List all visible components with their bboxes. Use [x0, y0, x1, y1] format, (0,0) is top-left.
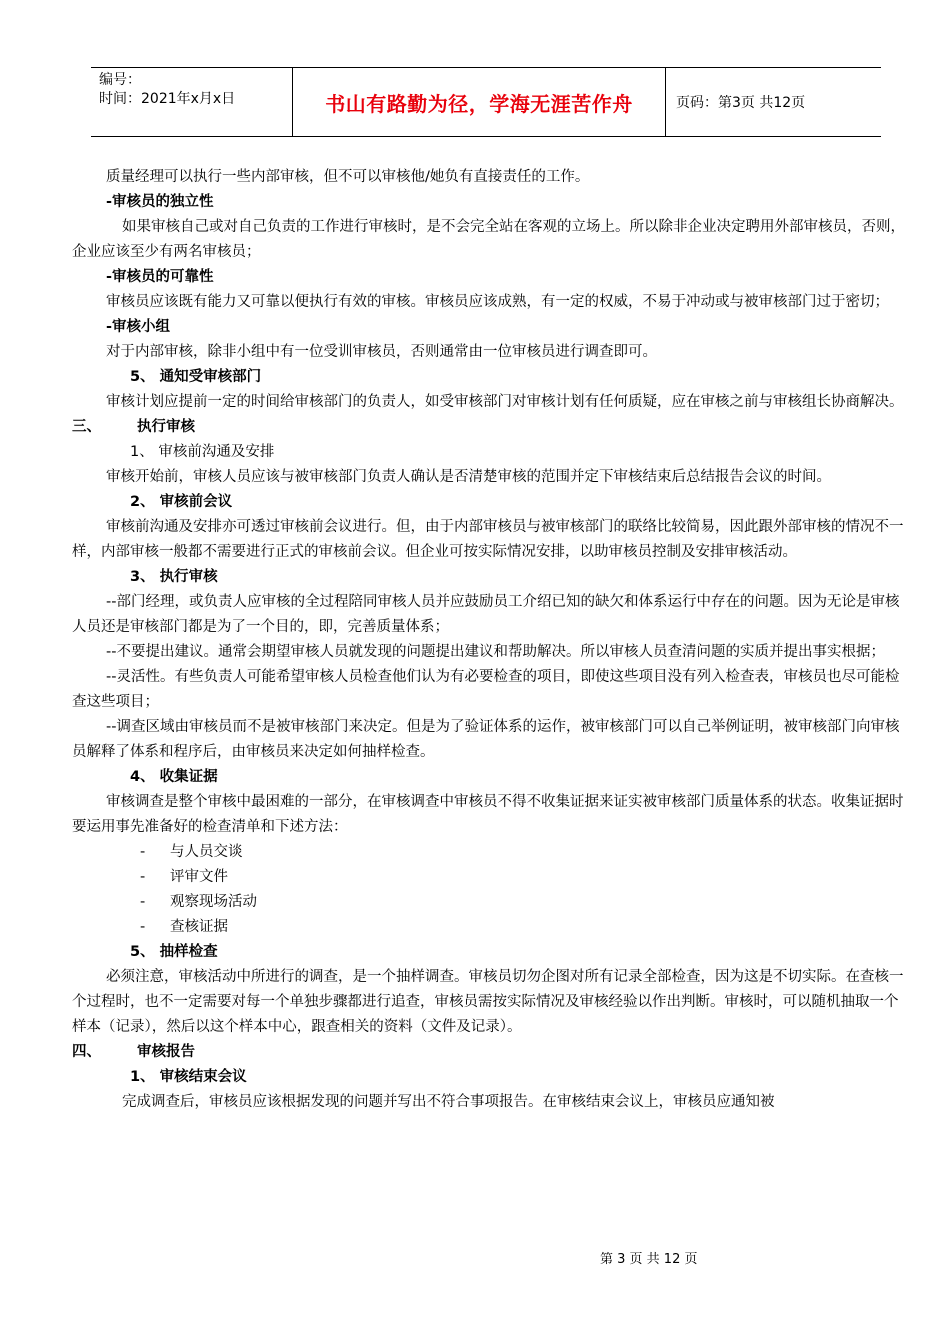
page-header — [91, 67, 881, 137]
paragraph: --调查区域由审核员而不是被审核部门来决定。但是为了验证体系的运作，被审核部门可以自己举例证明，被审核部门向审核员解释了体系和程序后，由审核员来决定如何抽样检查。 — [72, 719, 900, 760]
paragraph: 审核员应该既有能力又可靠以便执行有效的审核。审核员应该成熟，有一定的权威，不易于冲动或与被审核部门过于密切； — [106, 294, 889, 310]
list-item-text: 评审文件 — [170, 869, 228, 885]
list-item — [72, 865, 908, 890]
time-label: 时间：2021年x月x日 — [99, 91, 236, 107]
paragraph: --不要提出建议。通常会期望审核人员就发现的问题提出建议和帮助解决。所以审核人员查清问题的实质并提出事实根据； — [106, 644, 885, 660]
paragraph: 审核开始前，审核人员应该与被审核部门负责人确认是否清楚审核的范围并定下审核结束后总结报告会议的时间。 — [106, 469, 831, 485]
chapter-number: 三、 — [72, 419, 101, 435]
paragraph: 质量经理可以执行一些内部审核，但不可以审核他/她负有直接责任的工作。 — [106, 169, 590, 185]
list-item-text: 与人员交谈 — [170, 844, 243, 860]
list-item — [72, 915, 908, 940]
section-heading: 3、 执行审核 — [130, 569, 218, 585]
serial-label: 编号： — [99, 72, 141, 88]
subheading: -审核员的可靠性 — [106, 269, 214, 285]
section-heading: 5、 抽样检查 — [130, 944, 218, 960]
paragraph: 审核计划应提前一定的时间给审核部门的负责人，如受审核部门对审核计划有任何质疑，应在审核之前与审核组长协商解决。 — [106, 394, 904, 410]
list-item-text: 查核证据 — [170, 919, 228, 935]
bullet-mark: - — [140, 894, 146, 910]
section-heading: 4、 收集证据 — [130, 769, 218, 785]
paragraph: --部门经理，或负责人应审核的全过程陪同审核人员并应鼓励员工介绍已知的缺欠和体系运行中存在的问题。因为无论是审核人员还是审核部门都是为了一个目的，即，完善质量体系； — [72, 594, 900, 635]
paragraph: --灵活性。有些负责人可能希望审核人员检查他们认为有必要检查的项目，即使这些项目没有列入检查表，审核员也尽可能检查这些项目； — [72, 669, 900, 710]
paragraph: 如果审核自己或对自己负责的工作进行审核时，是不会完全站在客观的立场上。所以除非企业决定聘用外部审核员，否则，企业应该至少有两名审核员； — [72, 219, 905, 260]
paragraph: 必须注意，审核活动中所进行的调查，是一个抽样调查。审核员切勿企图对所有记录全部检查，因为这是不切实际。在查核一个过程时，也不一定需要对每一个单独步骤都进行追查，审核员需按实际情况及审核经验以作出判断。审核时，可以随机抽取一个样本（记录），然后以这个样本中心，跟查相关的资料（文件及记录）。 — [72, 969, 904, 1035]
header-page-label: 页码：第3页 共12页 — [676, 95, 806, 111]
header-motto: 书山有路勤为径，学海无涯苦作舟 — [293, 68, 666, 136]
subheading: -审核员的独立性 — [106, 194, 214, 210]
chapter-heading — [72, 415, 908, 440]
paragraph: 审核调查是整个审核中最困难的一部分，在审核调查中审核员不得不收集证据来证实被审核部门质量体系的状态。收集证据时要运用事先准备好的检查清单和下述方法： — [72, 794, 904, 835]
section-heading: 2、 审核前会议 — [130, 494, 233, 510]
paragraph: 审核前沟通及安排亦可透过审核前会议进行。但，由于内部审核员与被审核部门的联络比较简易，因此跟外部审核的情况不一样，内部审核一般都不需要进行正式的审核前会议。但企业可按实际情况安排，以助审核员控制及安排审核活动。 — [72, 519, 904, 560]
document-body — [72, 165, 908, 1115]
chapter-heading — [72, 1040, 908, 1065]
bullet-mark: - — [140, 844, 146, 860]
list-item-text: 观察现场活动 — [170, 894, 257, 910]
list-item — [72, 840, 908, 865]
paragraph: 完成调查后，审核员应该根据发现的问题并写出不符合事项报告。在审核结束会议上，审核员应通知被 — [122, 1094, 775, 1110]
page-footer: 第 3 页 共 12 页 — [600, 1252, 698, 1267]
paragraph: 对于内部审核，除非小组中有一位受训审核员，否则通常由一位审核员进行调查即可。 — [106, 344, 657, 360]
bullet-mark: - — [140, 869, 146, 885]
chapter-title: 执行审核 — [137, 419, 195, 435]
subheading: -审核小组 — [106, 319, 171, 335]
section-heading: 1、 审核结束会议 — [130, 1069, 247, 1085]
chapter-title: 审核报告 — [137, 1044, 195, 1060]
header-info — [91, 68, 293, 136]
bullet-mark: - — [140, 919, 146, 935]
section-heading: 1、 审核前沟通及安排 — [130, 444, 275, 460]
list-item — [72, 890, 908, 915]
section-heading: 5、 通知受审核部门 — [130, 369, 262, 385]
chapter-number: 四、 — [72, 1044, 101, 1060]
